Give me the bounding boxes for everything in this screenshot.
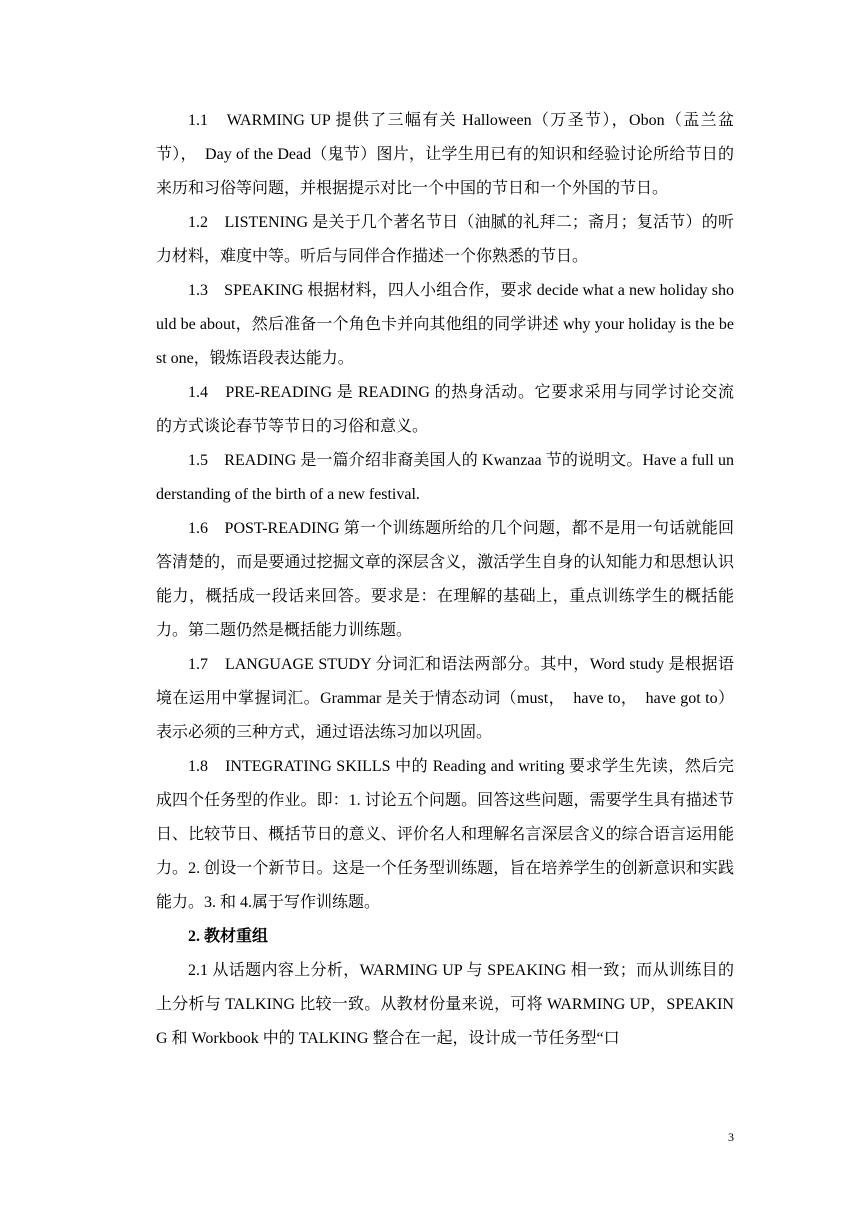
paragraph-1-8: 1.8 INTEGRATING SKILLS 中的 Reading and writing 要求学生先读，然后完成四个任务型的作业。即：1. 讨论五个问题。回答这些问题，需要学生具有描述节日、比较节日、概括节日的意义、评价名人和理解名言深层含义的综合语言运用能力。2. 创设一个新节日。这是一个任务型训练题，旨在培养学生的创新意识和实践能力。3. 和 4.属于写作训练题。 — [156, 758, 734, 911]
page-number: 3 — [728, 1130, 734, 1144]
paragraph-1-4: 1.4 PRE-READING 是 READING 的热身活动。它要求采用与同学讨论交流的方式谈论春节等节日的习俗和意义。 — [156, 384, 734, 435]
paragraph-1-3: 1.3 SPEAKING 根据材料，四人小组合作，要求 decide what a new holiday should be about，然后准备一个角色卡并向其他组的同学讲述 why your holiday is the best one，锻炼语段表达能力。 — [156, 282, 734, 367]
document-body — [156, 104, 734, 1056]
section-heading: 2. 教材重组 — [188, 928, 269, 945]
paragraph-1-7: 1.7 LANGUAGE STUDY 分词汇和语法两部分。其中，Word study 是根据语境在运用中掌握词汇。Grammar 是关于情态动词（must， have to， have got to）表示必须的三种方式，通过语法练习加以巩固。 — [156, 656, 734, 741]
paragraph-1-2: 1.2 LISTENING 是关于几个著名节日（油腻的礼拜二；斋月；复活节）的听力材料，难度中等。听后与同伴合作描述一个你熟悉的节日。 — [156, 214, 734, 265]
paragraph-1-6: 1.6 POST-READING 第一个训练题所给的几个问题，都不是用一句话就能回答清楚的，而是要通过挖掘文章的深层含义，激活学生自身的认知能力和思想认识能力，概括成一段话来回答。要求是：在理解的基础上，重点训练学生的概括能力。第二题仍然是概括能力训练题。 — [156, 520, 734, 639]
paragraph-2-1: 2.1 从话题内容上分析，WARMING UP 与 SPEAKING 相一致；而从训练目的上分析与 TALKING 比较一致。从教材份量来说，可将 WARMING UP，SPEAKING 和 Workbook 中的 TALKING 整合在一起，设计成一节任务型“口 — [156, 962, 734, 1047]
paragraph-1-1: 1.1 WARMING UP 提供了三幅有关 Halloween（万圣节），Obon（盂兰盆节）， Day of the Dead（鬼节）图片，让学生用已有的知识和经验讨论所给节日的来历和习俗等问题，并根据提示对比一个中国的节日和一个外国的节日。 — [156, 112, 734, 197]
paragraph-1-5: 1.5 READING 是一篇介绍非裔美国人的 Kwanzaa 节的说明文。Have a full understanding of the birth of a new festival. — [156, 452, 734, 503]
